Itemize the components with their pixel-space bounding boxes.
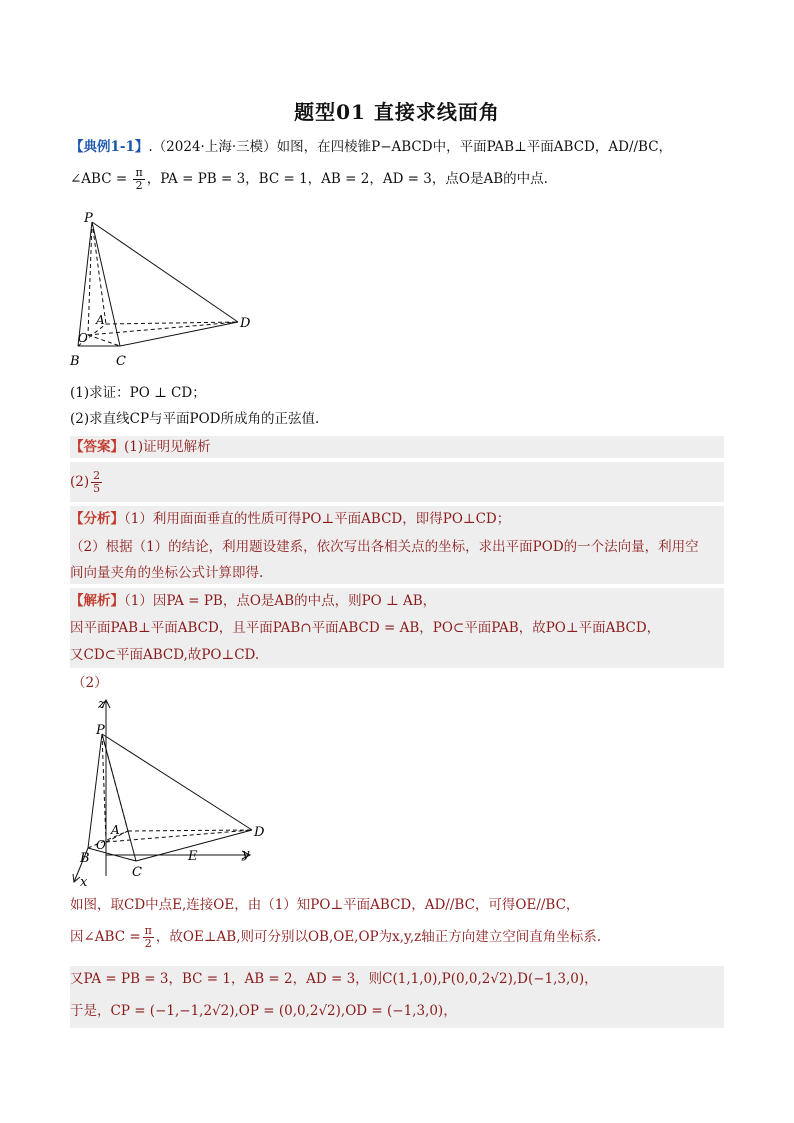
solution-line-3: 又CD⊂平面ABCD,故PO⊥CD. xyxy=(70,647,260,663)
label-C: C xyxy=(116,354,126,369)
label-O-2: O xyxy=(96,838,106,852)
solution-fraction-numerator: π xyxy=(144,924,152,937)
solution-fraction xyxy=(143,925,154,950)
solution-text-1: （1）因PA = PB，点O是AB的中点，则PO ⊥ AB， xyxy=(124,593,437,609)
analysis-text-1: （1）利用面面垂直的性质可得PO⊥平面ABCD，即得PO⊥CD； xyxy=(124,511,511,527)
pyramid-figure-1 xyxy=(66,208,266,378)
label-A: A xyxy=(96,313,105,327)
solution-line-5 xyxy=(70,924,601,950)
problem-cond-prefix: ∠ABC = xyxy=(70,171,128,187)
answer-fraction-numerator: 2 xyxy=(93,469,101,482)
solution-fraction-denominator: 2 xyxy=(144,937,152,950)
page-title: 题型01 直接求线面角 xyxy=(294,100,500,124)
solution-tag: 【解析】 xyxy=(70,593,124,609)
answer-part-1: (1)证明见解析 xyxy=(124,439,211,455)
answer-row-2-bg xyxy=(70,462,724,502)
solution-line-4: 如图，取CD中点E,连接OE，由（1）知PO⊥平面ABCD，AD//BC，可得OE//BC， xyxy=(70,897,580,913)
analysis-tag: 【分析】 xyxy=(70,511,124,527)
problem-cond-rest: ，PA = PB = 3，BC = 1，AB = 2，AD = 3，点O是AB的中点. xyxy=(146,171,548,187)
solution-line-1 xyxy=(70,592,436,610)
label-D: D xyxy=(240,316,251,331)
analysis-line-3: 间向量夹角的坐标公式计算即得. xyxy=(70,565,264,581)
label-D-2: D xyxy=(254,825,265,840)
label-P-2: P xyxy=(96,723,105,738)
problem-fraction xyxy=(133,167,144,192)
solution-part-2-label: （2） xyxy=(72,675,108,691)
solution-line-5-prefix: 因∠ABC = xyxy=(70,929,141,945)
problem-line-2 xyxy=(70,166,548,192)
question-2: (2)求直线CP与平面POD所成角的正弦值. xyxy=(70,411,320,427)
fraction-denominator: 2 xyxy=(135,179,143,192)
axis-z-label: z xyxy=(98,697,105,712)
label-O: O xyxy=(78,331,88,345)
analysis-line-1 xyxy=(70,510,510,528)
axis-x-label: x xyxy=(80,875,88,890)
problem-intro: .（2024·上海·三模）如图，在四棱锥P−ABCD中，平面PAB⊥平面ABCD，AD//BC， xyxy=(148,139,673,155)
answer-fraction-denominator: 5 xyxy=(93,482,101,495)
fraction-numerator: π xyxy=(135,166,143,179)
answer-line-2 xyxy=(70,466,104,498)
question-1: (1)求证：PO ⊥ CD； xyxy=(70,385,206,401)
coordinate-figure-2 xyxy=(66,696,276,892)
label-B-2: B xyxy=(80,851,90,866)
label-E-2: E xyxy=(188,849,198,864)
label-A-2: A xyxy=(111,823,120,837)
label-B: B xyxy=(70,354,80,369)
label-C-2: C xyxy=(132,865,142,880)
solution-line-6: 又PA = PB = 3，BC = 1，AB = 2，AD = 3，则C(1,1,0),P(0,0,2√2),D(−1,3,0)， xyxy=(70,971,598,987)
answer-part-2-prefix: (2) xyxy=(70,474,90,490)
problem-line-1 xyxy=(70,138,672,156)
solution-line-2: 因平面PAB⊥平面ABCD，且平面PAB∩平面ABCD = AB，PO⊂平面PAB，故PO⊥平面ABCD， xyxy=(70,620,661,636)
problem-tag: 【典例1-1】 xyxy=(70,139,149,155)
axis-y-label: y xyxy=(242,847,250,862)
answer-line-1 xyxy=(70,438,211,456)
answer-fraction xyxy=(91,470,102,495)
answer-tag: 【答案】 xyxy=(70,439,124,455)
solution-line-7: 于是，CP = (−1,−1,2√2),OP = (0,0,2√2),OD = (−1,3,0)， xyxy=(70,1003,457,1019)
solution-line-5-rest: ，故OE⊥AB,则可分别以OB,OE,OP为x,y,z轴正方向建立空间直角坐标系. xyxy=(155,929,602,945)
analysis-line-2: （2）根据（1）的结论，利用题设建系，依次写出各相关点的坐标，求出平面POD的一个法向量，利用空 xyxy=(70,539,699,555)
label-P: P xyxy=(84,211,93,226)
